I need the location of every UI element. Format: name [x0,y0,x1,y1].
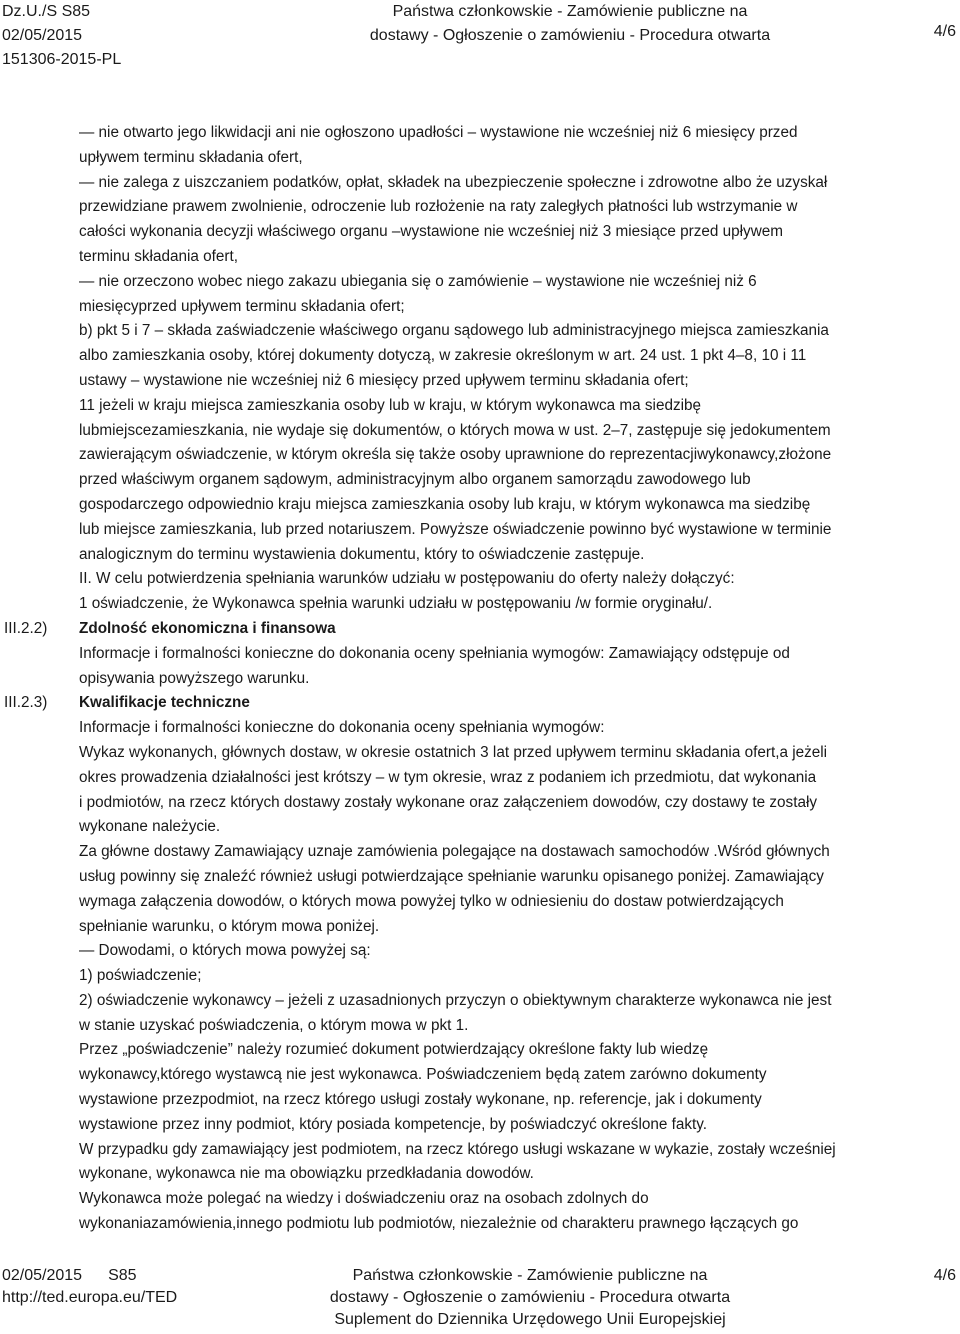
text-line: przewidziane prawem zwolnienie, odroczenie lub rozłożenie na raty zaległych płatności lub wstrzymanie w [79,198,798,216]
text-line: 1 oświadczenie, że Wykonawca spełnia warunki udziału w postępowaniu /w formie oryginału/. [79,595,713,613]
text-line: Informacje i formalności konieczne do dokonania oceny spełniania wymogów: [79,719,605,737]
header-page-number: 4/6 [933,23,956,40]
text-line: gospodarczego odpowiednio kraju miejsca zamieszkania osoby lub kraju, w którym wykonawca ma siedzibę [79,495,811,513]
section-content [0,642,960,692]
text-line: 1) poświadczenie; [79,967,202,985]
page-header [0,0,960,70]
notice-id: 151306-2015-PL [2,51,122,68]
text-line: — nie orzeczono wobec niego zakazu ubiegania się o zamówienie – wystawione nie wcześniej niż 6 [79,272,757,290]
text-line: albo zamieszkania osoby, której dokumenty dotyczą, w zakresie określonym w art. 24 ust. 1 pkt 4–8, 10 i 11 [79,347,807,365]
text-line: 11 jeżeli w kraju miejsca zamieszkania osoby lub w kraju, w którym wykonawca ma siedzibę [79,396,702,414]
text-line: — nie otwarto jego likwidacji ani nie ogłoszono upadłości – wystawione nie wcześniej niż 6 miesięcy przed [79,124,798,141]
text-line: Przez „poświadczenie” należy rozumieć dokument potwierdzający określone fakty lub wiedzę [79,1041,709,1059]
text-line: wykonane należycie. [79,818,221,836]
text-line: Za główne dostawy Zamawiający uznaje zamówienia polegające na dostawach samochodów .Wśród głównych [79,843,830,861]
section-number: III.2.3) [4,694,48,712]
text-line: wykonawcy,którego wystawcą nie jest wykonawca. Poświadczeniem będą zatem zarówno dokumenty [79,1066,767,1084]
footer-page-number: 4/6 [933,1267,956,1284]
text-line: W przypadku gdy zamawiający jest podmiotem, na rzecz którego usługi wskazane w wykazie, zostały wcześniej [79,1140,836,1158]
text-line: opisywania powyższego warunku. [79,669,310,687]
header-title-line2: dostawy - Ogłoszenie o zamówieniu - Procedura otwarta [369,27,771,44]
header-left [2,0,121,72]
footer-series: S85 [108,1267,137,1284]
footer-title [280,1265,780,1331]
journal-reference: Dz.U./S S85 [2,3,91,20]
text-line: wystawione przez inny podmiot, który posiada kompetencje, by poświadczyć określone fakty. [79,1115,708,1133]
header-title-line1: Państwa członkowskie - Zamówienie publiczne na [392,3,748,20]
text-line: 2) oświadczenie wykonawcy – jeżeli z uzasadnionych przyczyn o obiektywnym charakterze wykonawca nie jest [79,991,832,1009]
section-title: Kwalifikacje techniczne [79,694,250,712]
text-line: wykonane, wykonawca nie ma obowiązku przedkładania dowodów. [79,1165,534,1183]
text-line: — nie zalega z uiszczaniem podatków, opłat, składek na ubezpieczenie społeczne i zdrowotne albo że uzyskał [79,173,828,191]
text-line: usług powinny się znaleźć również usługi potwierdzające spełnianie warunku opisanego poniżej. Zamawiający [79,867,824,885]
text-line: okres prowadzenia działalności jest krótszy – w tym okresie, wraz z podaniem ich przedmiotu, dat wykonania [79,768,817,786]
footer-title-line1: Państwa członkowskie - Zamówienie publiczne na [352,1267,708,1284]
intro-text [0,121,960,617]
header-title [300,0,840,48]
text-line: b) pkt 5 i 7 – składa zaświadczenie właściwego organu sądowego lub administracyjnego miejsca zamieszkania [79,322,829,340]
footer-title-line2: dostawy - Ogłoszenie o zamówieniu - Procedura otwarta [329,1289,731,1306]
text-line: wystawione przezpodmiot, na rzecz którego usługi zostały wykonane, np. referencje, jak i dokumenty [79,1091,762,1109]
text-line: wykonaniazamówienia,innego podmiotu lub podmiotów, niezależnie od charakteru prawnego łączących go [79,1215,799,1233]
text-line: spełnianie warunku, o którym mowa poniżej. [79,917,380,935]
text-line: przed właściwym organem sądowym, administracyjnym albo organem samorządu zawodowego lub [79,471,751,489]
text-line: Wykaz wykonanych, głównych dostaw, w okresie ostatnich 3 lat przed upływem terminu składania ofert,a jeżeli [79,743,828,761]
text-line: — Dowodami, o których mowa powyżej są: [79,942,371,960]
section-economic-capacity [0,617,960,691]
text-line: upływem terminu składania ofert, [79,148,303,166]
text-line: w stanie uzyskać poświadczenia, o którym mowa w pkt 1. [79,1016,469,1034]
footer-url: http://ted.europa.eu/TED [2,1289,178,1306]
section-number: III.2.2) [4,619,48,637]
text-line: terminu składania ofert, [79,247,238,265]
text-line: ustawy – wystawione nie wcześniej niż 6 miesięcy przed upływem terminu składania ofert; [79,371,689,389]
text-line: Informacje i formalności konieczne do dokonania oceny spełniania wymogów: Zamawiający odstępuje od [79,644,790,662]
page-footer [0,1265,960,1334]
text-line: zawierającym oświadczenie, w którym określa się także osoby uprawnione do reprezentacjiwykonawcy,złożone [79,446,832,464]
section-content [0,716,960,1237]
text-line: lub miejsce zamieszkania, lub przed notariuszem. Powyższe oświadczenie powinno być wystawione w terminie [79,520,832,538]
section-technical-capacity [0,691,960,1237]
text-line: lubmiejscezamieszkania, nie wydaje się dokumentów, o których mowa w ust. 2–7, zastępuje się jedokumentem [79,421,831,439]
text-line: analogicznym do terminu wystawienia dokumentu, który to oświadczenie zastępuje. [79,545,645,563]
section-title: Zdolność ekonomiczna i finansowa [79,619,336,637]
footer-left [2,1265,177,1309]
footer-title-line3: Suplement do Dziennika Urzędowego Unii Europejskiej [334,1311,726,1328]
header-date: 02/05/2015 [2,27,83,44]
footer-date: 02/05/2015 [2,1267,83,1284]
document-body [0,121,960,1237]
text-line: miesięcyprzed upływem terminu składania ofert; [79,297,405,315]
text-line: i podmiotów, na rzecz których dostawy zostały wykonane oraz załączeniem dowodów, czy dostawy te zostały [79,793,817,811]
text-line: II. W celu potwierdzenia spełniania warunków udziału w postępowaniu do oferty należy dołączyć: [79,570,735,588]
text-line: całości wykonania decyzji właściwego organu –wystawione nie wcześniej niż 3 miesiące przed upływem [79,223,783,241]
text-line: Wykonawca może polegać na wiedzy i doświadczeniu oraz na osobach zdolnych do [79,1190,649,1208]
text-line: wymaga załączenia dowodów, o których mowa powyżej tylko w odniesieniu do dostaw potwierdzających [79,892,784,910]
